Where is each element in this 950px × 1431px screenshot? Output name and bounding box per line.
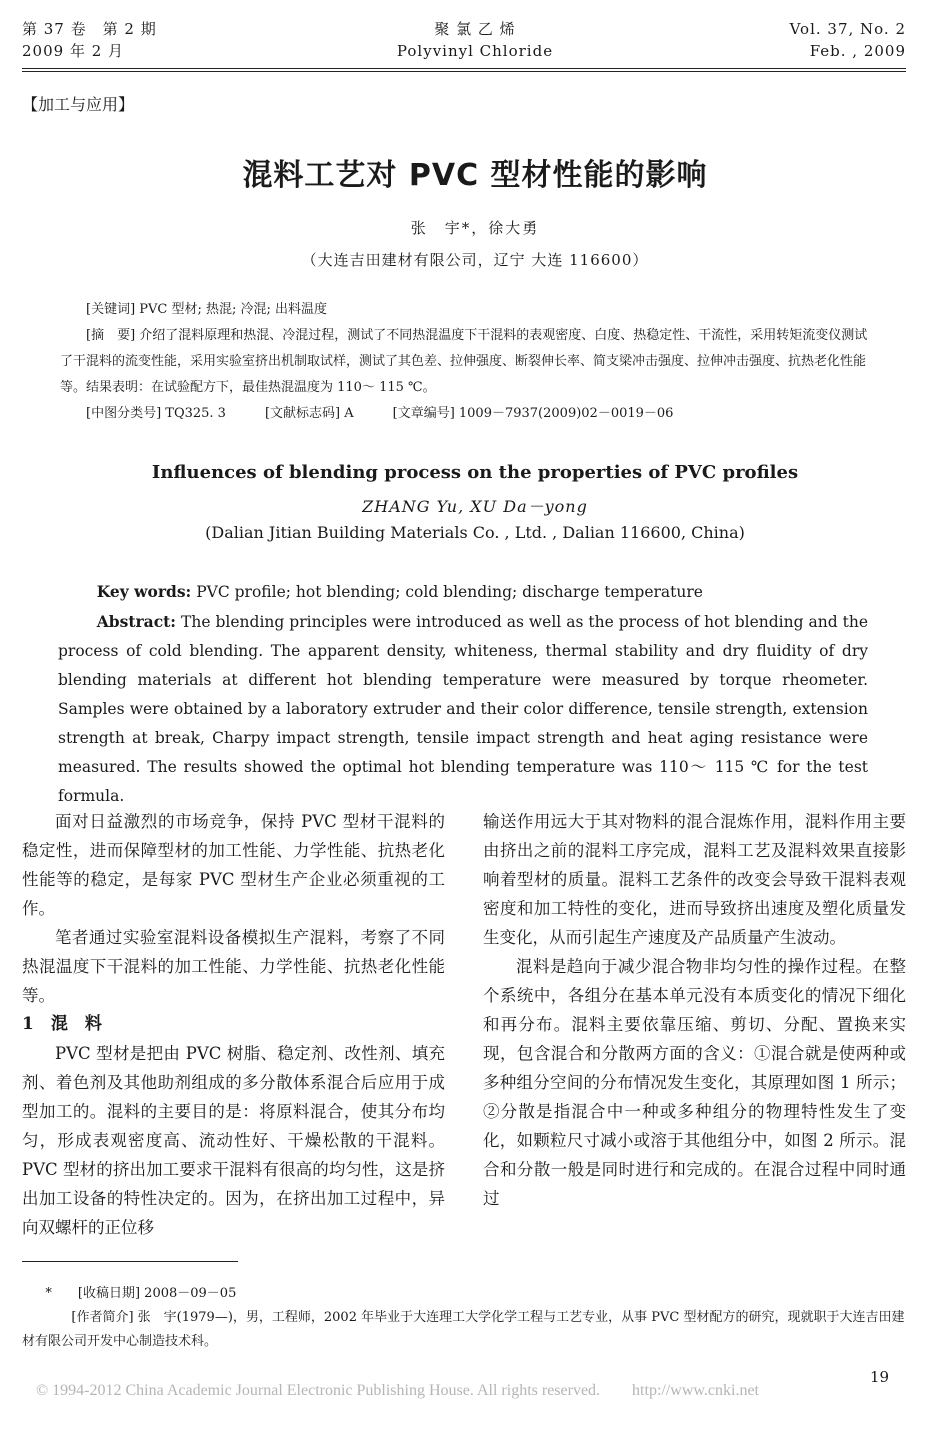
body-paragraph: 混料是趋向于减少混合物非均匀性的操作过程。在整个系统中，各组分在基本单元没有本质变化的情况下细化和再分布。混料主要依靠压缩、剪切、分配、置换来实现，包含混合和分散两方面的含义：①混合就是使两种或多种组分空间的分布情况发生变化，其原理如图 1 所示；②分散是指混合中一种或多种组分的物理特性发生了变化，如颗粒尺寸减小或溶于其他组分中，如图 2 所示。混合和分散一般是同时进行和完成的。在混合过程中同时通过 — [483, 957, 906, 1208]
en-keywords — [58, 577, 868, 607]
header-date: 2009 年 2 月 — [22, 42, 125, 60]
en-title: Influences of blending process on the properties of PVC profiles — [151, 462, 799, 483]
journal-issue-en — [790, 18, 906, 62]
en-keywords-label: Key words: — [96, 582, 192, 601]
page-number: 19 — [870, 1368, 890, 1386]
footnote-author-bio: [作者简介] 张 宇(1979—)，男，工程师，2002 年毕业于大连理工大学化学工程与工艺专业，从事 PVC 型材配方的研究，现就职于大连吉田建材有限公司开发中心制造技术科。 — [22, 1310, 905, 1349]
en-abstract-label: Abstract: — [96, 612, 177, 631]
header-rule-2 — [22, 71, 906, 72]
en-abstract-text: The blending principles were introduced as well as the process of hot blending and the process of cold blending. The apparent density, whiteness, thermal stability and dry fluidity of dry blending materials at different hot blending temperature were measured by torque rheometer. Samples were obtained by a laboratory extruder and their color difference, tensile strength, extension strength at break, Charpy impact strength, tensile impact strength and heat aging resistance were measured. The results showed the optimal hot blending temperature was 110～ 115 ℃ for the test formula. — [58, 613, 868, 805]
en-authors: ZHANG Yu, XU Da－yong — [362, 497, 588, 516]
header-rule — [22, 68, 906, 69]
cn-meta — [60, 297, 868, 427]
cn-keywords: [关键词] PVC 型材; 热混; 冷混; 出料温度 — [86, 302, 328, 317]
cn-abstract-text: 介绍了混料原理和热混、冷混过程，测试了不同热混温度下干混料的表观密度、白度、热稳定性、干流性，采用转矩流变仪测试了干混料的流变性能，采用实验室挤出机制取试样，测试了其色差、拉伸强度、断裂伸长率、简支梁冲击强度、拉伸冲击强度、抗热老化性能等。结果表明：在试验配方下，最佳热混温度为 110～ 115 ℃。 — [60, 328, 868, 395]
article-title: 混料工艺对 PVC 型材性能的影响 — [242, 158, 708, 193]
en-abstract-block — [58, 577, 868, 811]
header-volume: 第 37 卷 第 2 期 — [22, 20, 157, 38]
section-heading: 1 混 料 — [22, 1014, 102, 1034]
affiliation: （大连吉田建材有限公司，辽宁 大连 116600） — [301, 251, 649, 269]
footnote-received: * [收稿日期] 2008－09－05 — [45, 1286, 237, 1301]
header-date-en: Feb. , 2009 — [809, 42, 906, 60]
cn-abstract-label: [摘 要] — [86, 328, 136, 343]
header-journal-en: Polyvinyl Chloride — [396, 42, 554, 60]
copyright-watermark: © 1994-2012 China Academic Journal Electronic Publishing House. All rights reserved. http://www.cnki.net — [36, 1382, 760, 1399]
en-abstract — [58, 607, 868, 811]
footnotes — [22, 1282, 906, 1354]
body-paragraph: 笔者通过实验室混料设备模拟生产混料，考察了不同热混温度下干混料的加工性能、力学性能、抗热老化性能等。 — [22, 928, 445, 1005]
header-journal-cn: 聚 氯 乙 烯 — [434, 20, 516, 38]
section-tag: 【加工与应用】 — [22, 95, 135, 114]
body-paragraph: 输送作用远大于其对物料的混合混炼作用，混料作用主要由挤出之前的混料工序完成，混料工艺及混料效果直接影响着型材的质量。混料工艺条件的改变会导致干混料表观密度和加工特性的变化，进而导致挤出速度及塑化质量发生变化，从而引起生产速度及产品质量产生波动。 — [483, 812, 906, 947]
cn-abstract — [60, 323, 868, 401]
en-affiliation: (Dalian Jitian Building Materials Co. , Ltd. , Dalian 116600, China) — [205, 523, 745, 542]
body-right-column — [483, 807, 906, 1213]
footnote-rule — [22, 1261, 238, 1262]
body-left-column — [22, 807, 445, 1242]
header-volume-en: Vol. 37, No. 2 — [789, 20, 906, 38]
authors: 张 宇*，徐大勇 — [410, 219, 540, 237]
en-keywords-text: PVC profile; hot blending; cold blending; discharge temperature — [196, 583, 703, 601]
body-paragraph: 面对日益激烈的市场竞争，保持 PVC 型材干混料的稳定性，进而保障型材的加工性能、力学性能、抗热老化性能等的稳定，是每家 PVC 型材生产企业必须重视的工作。 — [22, 812, 445, 918]
body-paragraph: PVC 型材是把由 PVC 树脂、稳定剂、改性剂、填充剂、着色剂及其他助剂组成的多分散体系混合后应用于成型加工的。混料的主要目的是：将原料混合，使其分布均匀，形成表观密度高、流动性好、干燥松散的干混料。PVC 型材的挤出加工要求干混料有很高的均匀性，这是挤出加工设备的特性决定的。因为，在挤出加工过程中，异向双螺杆的正位移 — [22, 1044, 445, 1237]
cn-classification: [中图分类号] TQ325. 3 [文献标志码] A [文章编号] 1009－7937(2009)02－0019－06 — [86, 406, 674, 421]
